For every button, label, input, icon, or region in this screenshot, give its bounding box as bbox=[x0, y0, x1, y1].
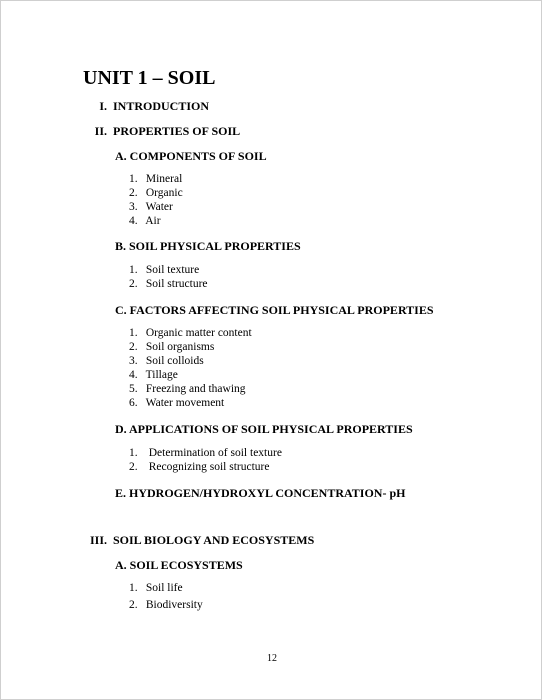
section-properties-of-soil bbox=[85, 124, 240, 139]
section-number: II. bbox=[94, 124, 107, 138]
section-number: I. bbox=[99, 99, 107, 113]
list-item: 4. Air bbox=[129, 215, 161, 227]
subsection-components: A. COMPONENTS OF SOIL bbox=[115, 149, 267, 163]
section-label: PROPERTIES OF SOIL bbox=[113, 124, 241, 138]
list-item: 2. Biodiversity bbox=[129, 599, 203, 611]
section-label: INTRODUCTION bbox=[113, 99, 210, 113]
list-item: 1. Soil texture bbox=[129, 264, 200, 276]
list-item: 2. Organic bbox=[129, 187, 183, 199]
list-item: 2. Soil structure bbox=[129, 278, 208, 290]
list-item: 1. Determination of soil texture bbox=[129, 447, 282, 459]
subsection-applications: D. APPLICATIONS OF SOIL PHYSICAL PROPERTIES bbox=[115, 422, 413, 436]
list-item: 5. Freezing and thawing bbox=[129, 383, 246, 395]
list-item: 1. Soil life bbox=[129, 582, 183, 594]
subsection-ecosystems: A. SOIL ECOSYSTEMS bbox=[115, 558, 243, 572]
list-item: 1. Organic matter content bbox=[129, 327, 252, 339]
list-item: 3. Soil colloids bbox=[129, 355, 204, 367]
page-number: 12 bbox=[267, 653, 277, 664]
list-item: 1. Mineral bbox=[129, 173, 183, 185]
list-item: 3. Water bbox=[129, 201, 173, 213]
subsection-ph: E. HYDROGEN/HYDROXYL CONCENTRATION- pH bbox=[115, 486, 406, 500]
section-introduction bbox=[85, 99, 209, 114]
list-item: 6. Water movement bbox=[129, 397, 225, 409]
section-soil-biology bbox=[85, 533, 314, 548]
subsection-factors: C. FACTORS AFFECTING SOIL PHYSICAL PROPERTIES bbox=[115, 303, 434, 317]
list-item: 2. Soil organisms bbox=[129, 341, 215, 353]
section-number: III. bbox=[89, 533, 107, 547]
section-label: SOIL BIOLOGY AND ECOSYSTEMS bbox=[113, 533, 315, 547]
list-item: 2. Recognizing soil structure bbox=[129, 461, 270, 473]
list-item: 4. Tillage bbox=[129, 369, 178, 381]
subsection-physical-properties: B. SOIL PHYSICAL PROPERTIES bbox=[115, 239, 301, 253]
page-title: UNIT 1 – SOIL bbox=[83, 67, 216, 89]
